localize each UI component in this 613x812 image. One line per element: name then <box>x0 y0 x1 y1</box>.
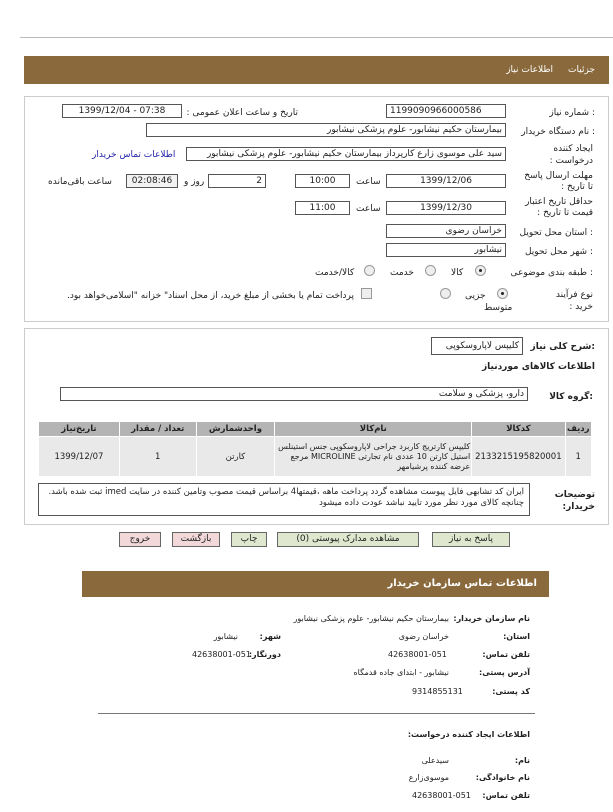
radio-goods-service[interactable] <box>364 265 375 276</box>
general-desc-field: کلیپس لاپاروسکوپی <box>431 337 523 355</box>
creator-label: ایجاد کننده درخواست : <box>549 144 593 166</box>
creator-phone-label: تلفن تماس: <box>482 791 530 800</box>
items-table <box>38 421 592 477</box>
deadline-label: مهلت ارسال پاسخ تا تاریخ : <box>524 171 593 192</box>
org-value: بیمارستان حکیم نیشابور- علوم پزشکی نیشابور <box>293 614 449 623</box>
notes-field: ایران کد تشابهی فایل پیوست مشاهده گردد پرداخت ماهه ،قیمتها4 براساس قیمت مصوب وتامین کننده در سایت imed ثبت شده باشد. چنانچه کالای مورد نظر مورد تایید نباشد عودت داده میشود <box>38 483 530 516</box>
postal-label: کد پستی: <box>492 687 530 696</box>
payment-note: پرداخت تمام یا بخشی از مبلغ خرید، از محل اسناد" خزانه "اسلامی‌خواهد بود. <box>66 291 354 301</box>
tab-bar <box>24 56 609 84</box>
fax-value: 42638001-051 <box>192 650 251 659</box>
radio-medium[interactable] <box>497 288 508 299</box>
radio-medium-label: متوسط <box>484 303 513 313</box>
buyer-contact-link[interactable]: اطلاعات تماس خریدار <box>92 150 176 160</box>
col-header: واحدشمارش <box>196 422 275 437</box>
col-header: تاریخ‌نیاز <box>39 422 120 437</box>
cell-quantity: 1 <box>119 437 196 477</box>
table-header-row <box>39 422 592 437</box>
name-value: سیدعلی <box>421 756 449 765</box>
group-field: دارو، پزشکی و سلامت <box>60 387 528 401</box>
validity-date-field: 1399/12/30 <box>386 201 506 215</box>
buyer-field: بیمارستان حکیم نیشابور- علوم پزشکی نیشابور <box>146 123 506 137</box>
deadline-time-field: 10:00 <box>295 174 350 188</box>
min-validity-label: حداقل تاریخ اعتبار قیمت تا تاریخ : <box>525 197 593 218</box>
cell-row-number: 1 <box>565 437 592 477</box>
radio-partial-label: جزیی <box>465 291 486 301</box>
back-button[interactable]: بازگشت <box>172 532 220 547</box>
phone-label: تلفن تماس: <box>482 650 530 659</box>
col-header: ردیف <box>565 422 592 437</box>
radio-service[interactable] <box>425 265 436 276</box>
radio-partial[interactable] <box>440 288 451 299</box>
view-docs-button[interactable]: مشاهده مدارک پیوستی (0) <box>277 532 419 547</box>
deadline-date-field: 1399/12/06 <box>386 174 506 188</box>
remaining-label: ساعت باقی‌مانده <box>48 177 112 187</box>
creator-info-title: اطلاعات ایجاد کننده درخواست: <box>407 730 530 739</box>
payment-checkbox[interactable] <box>361 288 372 299</box>
city-field: نیشابور <box>386 243 506 257</box>
table-row <box>39 437 592 477</box>
cell-unit: کارتن <box>196 437 275 477</box>
radio-goods[interactable] <box>475 265 486 276</box>
cell-item-code: 2133215195820001 <box>472 437 565 477</box>
creator-phone-value: 42638001-051 <box>412 791 471 800</box>
general-desc-label: شرح کلی نیاز: <box>530 342 595 352</box>
province-field: خراسان رضوی <box>386 224 506 238</box>
announce-field: 1399/12/04 - 07:38 <box>62 104 182 118</box>
contact-title: اطلاعات تماس سازمان خریدار <box>387 578 537 589</box>
name-label: نام: <box>514 756 530 765</box>
need-number-field: 1199090966000586 <box>386 104 506 118</box>
notes-label: توضیحات خریدار: <box>554 490 595 512</box>
family-label: نام خانوادگی: <box>475 773 530 782</box>
print-button[interactable]: چاپ <box>231 532 267 547</box>
exit-button[interactable]: خروج <box>119 532 161 547</box>
family-value: موسوی‌زارع <box>408 773 449 782</box>
top-divider <box>20 37 613 38</box>
address-label: آدرس پستی: <box>479 668 530 677</box>
goods-info-title: اطلاعات کالاهای موردنیاز <box>481 362 595 372</box>
org-label: نام سازمان خریدار: <box>453 614 530 623</box>
tab-info[interactable]: اطلاعات نیاز <box>506 65 553 75</box>
province-contact-value: خراسان رضوی <box>398 632 449 641</box>
col-header: نام‌کالا <box>275 422 472 437</box>
phone-value: 42638001-051 <box>388 650 447 659</box>
city-contact-label: شهر: <box>259 632 281 641</box>
cell-item-name: کلیپس کارتریج کاربرد جراحی لاپاروسکوپی جنس استینلس استیل کارتن 10 عددی نام تجارتی MICROLINE مرجع عرضه کننده پرشیامهر <box>275 437 472 477</box>
province-label: استان محل تحویل : <box>519 228 593 238</box>
deadline-time-label: ساعت <box>356 177 381 187</box>
city-label: شهر محل تحویل : <box>524 247 593 257</box>
radio-goods-label: کالا <box>451 268 464 278</box>
contact-header <box>82 571 549 597</box>
col-header: تعداد / مقدار <box>119 422 196 437</box>
creator-field: سید علی موسوی زارع کارپرداز بیمارستان حکیم نیشابور- علوم پزشکی نیشابور <box>186 147 506 161</box>
postal-value: 9314855131 <box>412 687 463 696</box>
cell-need-date: 1399/12/07 <box>39 437 120 477</box>
province-contact-label: استان: <box>503 632 530 641</box>
process-label: نوع فرآیند خرید : <box>555 290 593 312</box>
reply-button[interactable]: پاسخ به نیاز <box>432 532 510 547</box>
announce-label: تاریخ و ساعت اعلان عمومی : <box>186 108 298 118</box>
buyer-label: نام دستگاه خریدار : <box>521 127 595 137</box>
category-label: طبقه بندی موضوعی : <box>510 268 593 278</box>
days-label: روز و <box>184 177 205 187</box>
fax-label: دورنگار: <box>248 650 281 659</box>
tab-details[interactable]: جزئیات <box>568 65 595 75</box>
col-header: کدکالا <box>472 422 565 437</box>
group-label: گروه کالا: <box>549 392 593 402</box>
contact-divider <box>98 713 535 714</box>
remaining-time-field: 02:08:46 <box>126 174 178 188</box>
need-number-label: شماره نیاز : <box>549 108 595 118</box>
radio-goods-service-label: کالا/خدمت <box>315 268 355 278</box>
validity-time-label: ساعت <box>356 204 381 214</box>
days-field: 2 <box>208 174 266 188</box>
validity-time-field: 11:00 <box>295 201 350 215</box>
radio-service-label: خدمت <box>390 268 414 278</box>
city-contact-value: نیشابور <box>213 632 238 641</box>
address-value: نیشابور - ابتدای جاده قدمگاه <box>353 668 449 677</box>
